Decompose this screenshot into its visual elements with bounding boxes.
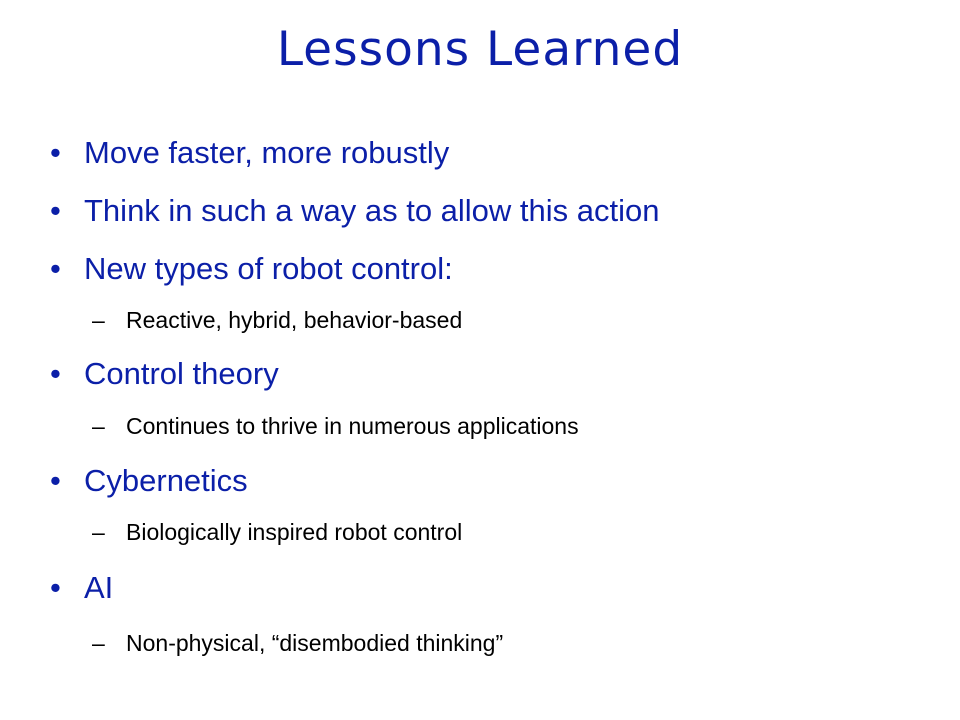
sub-bullet-symbol: – (92, 630, 105, 656)
bullet-symbol: • (50, 193, 61, 228)
bullet-symbol: • (50, 570, 61, 605)
bullet-text: AI (84, 570, 114, 605)
sub-bullet-text: Continues to thrive in numerous applications (126, 413, 579, 439)
sub-bullet-item (92, 518, 462, 546)
sub-bullet-text: Reactive, hybrid, behavior-based (126, 307, 463, 333)
bullet-text: Move faster, more robustly (84, 135, 450, 170)
bullet-symbol: • (50, 356, 61, 391)
bullet-item (50, 463, 248, 499)
bullet-symbol: • (50, 463, 61, 498)
bullet-item (50, 251, 453, 287)
bullet-symbol: • (50, 135, 61, 170)
bullet-text: Think in such a way as to allow this action (84, 193, 660, 228)
sub-bullet-symbol: – (92, 413, 105, 439)
bullet-item (50, 570, 113, 606)
bullet-item (50, 193, 660, 229)
sub-bullet-item (92, 412, 579, 440)
sub-bullet-item (92, 306, 462, 334)
sub-bullet-item (92, 629, 503, 657)
bullet-text: Cybernetics (84, 463, 248, 498)
sub-bullet-text: Non-physical, “disembodied thinking” (126, 630, 504, 656)
sub-bullet-symbol: – (92, 519, 105, 545)
bullet-symbol: • (50, 251, 61, 286)
bullet-text: Control theory (84, 356, 279, 391)
bullet-item (50, 356, 279, 392)
slide-title: Lessons Learned (276, 22, 684, 77)
sub-bullet-symbol: – (92, 307, 105, 333)
bullet-text: New types of robot control: (84, 251, 453, 286)
bullet-item (50, 135, 449, 171)
sub-bullet-text: Biologically inspired robot control (126, 519, 463, 545)
